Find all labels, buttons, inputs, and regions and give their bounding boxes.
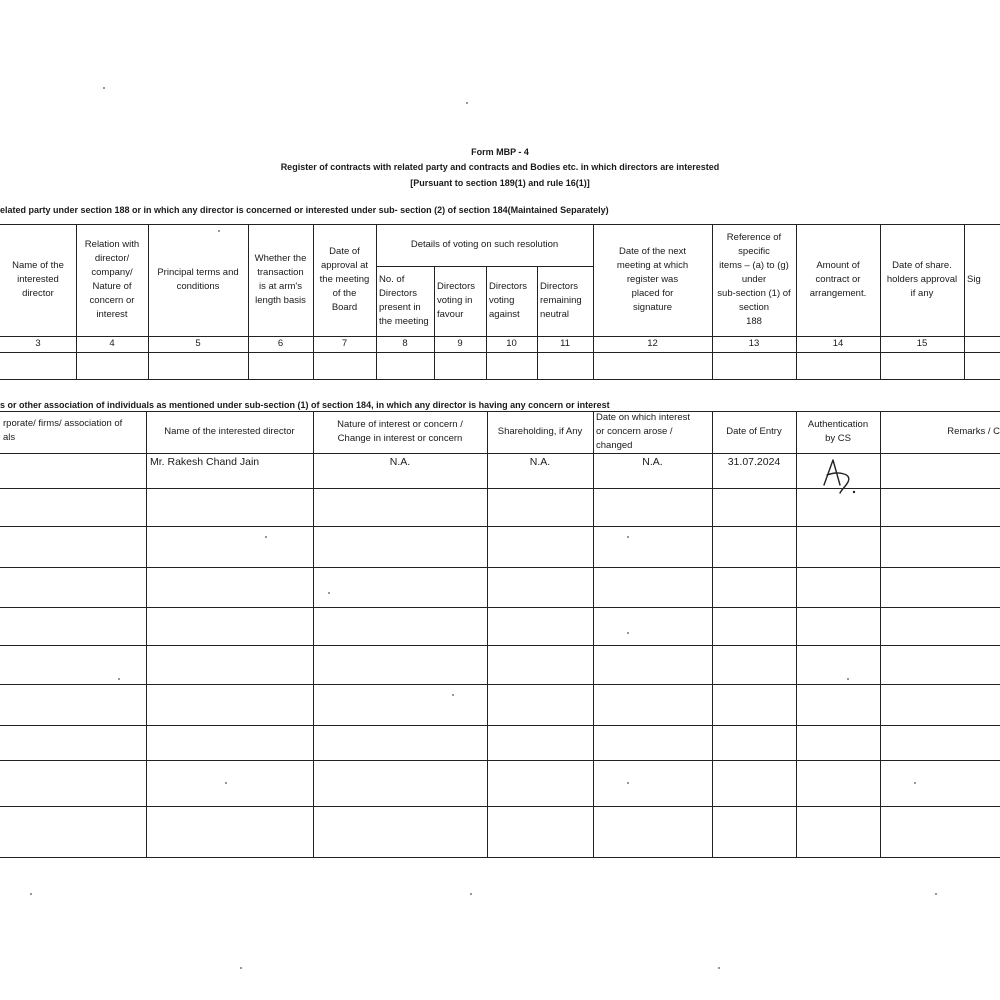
- col-header-voting-favour: Directors voting in favour: [437, 281, 476, 320]
- form-title: Form MBP - 4: [471, 147, 529, 157]
- col-header-reference: Reference of specific items – (a) to (g) under sub-section (1) of section 188: [717, 232, 791, 327]
- column-number: 8: [402, 338, 408, 349]
- form-pursuant-note: [Pursuant to section 189(1) and rule 16(1)]: [410, 178, 590, 188]
- col-header-date-of-entry: Date of Entry: [726, 426, 782, 437]
- column-number: 11: [560, 338, 570, 349]
- scan-speck: [265, 536, 267, 538]
- scan-speck: [30, 893, 32, 895]
- col-header-bodies-corporate: rporate/ firms/ association of als: [3, 418, 123, 443]
- col-header-voting-against: Directors voting against: [489, 281, 528, 320]
- table-row-date-arose: N.A.: [642, 456, 663, 468]
- col-header-shareholding: Shareholding, if Any: [497, 426, 583, 437]
- col-header-authentication: Authentication by CS: [807, 419, 869, 444]
- scan-speck: [103, 87, 105, 89]
- col-header-approval-date: Date of approval at the meeting of the Board: [319, 246, 370, 313]
- table-row-director: Mr. Rakesh Chand Jain: [150, 456, 260, 468]
- column-number: 6: [277, 338, 284, 349]
- section2-title: s or other association of individuals as mentioned under sub-section (1) of section 184, in which any director is having any concern or interest: [0, 400, 610, 410]
- scan-speck: [914, 782, 916, 784]
- col-header-shareholders-approval: Date of share. holders approval if any: [886, 260, 958, 299]
- column-number: 5: [195, 338, 201, 349]
- scan-speck: [240, 967, 242, 969]
- col-header-voting-details: Details of voting on such resolution: [410, 239, 559, 250]
- cs-initials-signature: [818, 455, 868, 501]
- scan-speck: [470, 893, 472, 895]
- column-number: 13: [748, 338, 760, 349]
- column-number: 12: [647, 338, 658, 349]
- col-header-relation: Relation with director/ company/ Nature of concern or interest: [84, 239, 140, 320]
- scan-speck: [118, 678, 120, 680]
- col-header-interested-director: Name of the interested director: [164, 426, 295, 437]
- form-subtitle: Register of contracts with related party and contracts and Bodies etc. in which directors are interested: [280, 162, 720, 172]
- scan-speck: [225, 782, 227, 784]
- col-header-date-arose: Date on which interest or concern arose / changed: [596, 412, 690, 451]
- table-row-nature: N.A.: [389, 456, 411, 468]
- section1-title: elated party under section 188 or in which any director is concerned or interested under sub- section (2) of section 184(Maintained Separately): [0, 205, 609, 215]
- column-number: 14: [832, 338, 844, 349]
- scan-speck: [718, 967, 720, 969]
- column-number: 3: [35, 338, 41, 349]
- col-header-signature: Sig: [967, 274, 981, 285]
- col-header-principal-terms: Principal terms and conditions: [157, 267, 239, 292]
- col-header-arms-length: Whether the transaction is at arm's length basis: [254, 253, 307, 306]
- scan-speck: [452, 694, 454, 696]
- scan-speck: [328, 592, 330, 594]
- column-number: 10: [506, 338, 517, 349]
- scan-speck: [218, 230, 220, 232]
- scan-speck: [627, 536, 629, 538]
- column-number: 4: [109, 338, 115, 349]
- scan-speck: [627, 782, 629, 784]
- column-number: 15: [916, 338, 928, 349]
- col-header-nature-of-interest: Nature of interest or concern / Change in interest or concern: [337, 419, 463, 444]
- table-row-shareholding: N.A.: [529, 456, 551, 468]
- scan-speck: [627, 632, 629, 634]
- col-header-directors-present: No. of Directors present in the meeting: [379, 274, 429, 327]
- col-header-interested-director: Name of the interested director: [12, 260, 64, 299]
- column-number: 9: [457, 338, 463, 349]
- col-header-remarks: Remarks / C: [947, 426, 1000, 437]
- table-row-entry-date: 31.07.2024: [727, 456, 781, 468]
- col-header-amount: Amount of contract or arrangement.: [809, 260, 867, 299]
- col-header-next-meeting: Date of the next meeting at which register was placed for signature: [616, 246, 689, 313]
- column-number: 7: [341, 338, 348, 349]
- scan-speck: [847, 678, 849, 680]
- scan-speck: [466, 102, 468, 104]
- col-header-remaining-neutral: Directors remaining neutral: [540, 281, 582, 320]
- scan-speck: [935, 893, 937, 895]
